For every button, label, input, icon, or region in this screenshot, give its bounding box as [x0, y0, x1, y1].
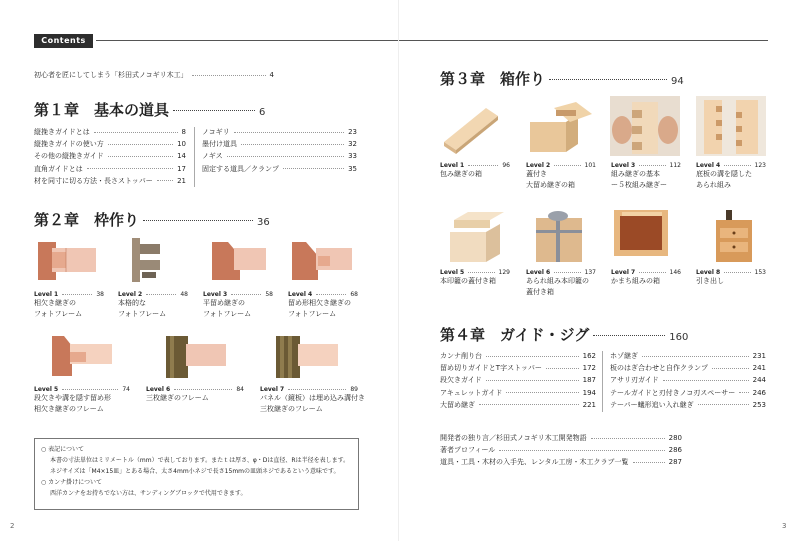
leader-dots [663, 380, 749, 381]
entry-label: ノギス [202, 152, 223, 161]
leader-dots [479, 404, 579, 405]
toc-entry[interactable] [610, 350, 766, 362]
item-caption: 本格的な [118, 299, 146, 307]
level-page: 48 [180, 291, 188, 298]
leader-dots [593, 335, 665, 336]
leader-dots [316, 294, 346, 295]
column-divider [194, 127, 195, 187]
level-label: Level 3 [203, 291, 228, 298]
frame-joint-image-2 [132, 238, 162, 284]
toc-entry[interactable] [202, 138, 357, 150]
entry-label: 段欠きガイド [440, 376, 482, 385]
level-page: 146 [669, 269, 681, 276]
item-caption: 組み継ぎの基本 [611, 170, 660, 178]
entry-label: ノコギリ [202, 128, 230, 136]
leader-dots [546, 368, 579, 369]
entry-label: 固定する道具／クランプ [202, 164, 279, 173]
toc-entry[interactable] [610, 399, 766, 411]
frame-joint-image-6 [164, 334, 228, 380]
level-page: 74 [122, 386, 130, 393]
leader-dots [108, 156, 173, 157]
toc-entry[interactable] [34, 150, 186, 162]
column-divider [602, 351, 603, 412]
item-caption: 三枚継ぎのフレーム [260, 405, 323, 413]
level-page: 129 [498, 269, 510, 276]
entry-label: 材を同寸に切る方法・長さストッパー [34, 176, 153, 185]
leader-dots [87, 168, 173, 169]
item-caption: あられ組み [696, 181, 731, 189]
item-caption: フォトフレーム [118, 310, 167, 318]
leader-dots [724, 272, 750, 273]
chapter1-page: 6 [259, 107, 266, 118]
level-label: Level 8 [696, 269, 721, 276]
chapter3-item-6[interactable] [526, 269, 596, 298]
entry-page: 32 [348, 140, 357, 149]
entry-page: 253 [752, 400, 766, 409]
toc-entry[interactable] [610, 362, 766, 374]
entry-page: 244 [752, 376, 766, 385]
entry-label: 開発者の独り言／杉田式ノコギリ木工開発物語 [440, 434, 587, 442]
toc-entry[interactable] [34, 126, 186, 138]
header-rule [96, 40, 768, 41]
entry-page: 162 [582, 352, 596, 360]
leader-dots [506, 392, 578, 393]
item-caption: 段欠きや溝を隠す留め形 [34, 394, 111, 402]
leader-dots [639, 165, 665, 166]
page-number-right: 3 [782, 522, 787, 530]
box-image-1 [440, 98, 502, 156]
chapter4-heading[interactable] [440, 324, 688, 345]
note-text: 西洋カンナをお持ちでない方は、サンディングブロックで代用できます。 [50, 490, 247, 497]
entry-label: ホゾ継ぎ [610, 352, 638, 360]
entry-page: 231 [752, 352, 766, 360]
level-page: 38 [96, 291, 104, 298]
frame-joint-image-3 [210, 240, 268, 282]
chapter1-title: 第１章 基本の道具 [34, 101, 170, 119]
level-label: Level 7 [260, 386, 285, 393]
toc-entry[interactable] [610, 374, 766, 386]
item-caption: 引き出し [696, 277, 724, 285]
leader-dots [499, 450, 664, 451]
item-caption: あられ組み本印籠の [526, 277, 589, 285]
entry-label: カンナ削り台 [440, 352, 482, 360]
chapter3-item-4[interactable] [696, 162, 766, 191]
level-page: 101 [584, 162, 596, 169]
toc-entry[interactable] [202, 163, 357, 175]
entry-label: その他の縦挽きガイド [34, 152, 104, 161]
level-page: 123 [754, 162, 766, 169]
leader-dots [486, 380, 579, 381]
leader-dots [739, 392, 748, 393]
note-heading: ○ カンナ掛けについて [41, 479, 103, 486]
chapter4-page: 160 [669, 332, 689, 343]
level-page: 89 [350, 386, 358, 393]
level-page: 137 [584, 269, 596, 276]
chapter2-heading[interactable] [34, 209, 270, 230]
entry-page: 35 [348, 164, 357, 173]
entry-label: 縦挽きガイドとは [34, 128, 90, 136]
chapter1-right-list [202, 126, 357, 175]
entry-page: 17 [177, 164, 186, 173]
level-label: Level 2 [118, 291, 143, 298]
entry-label: 直角ガイドとは [34, 164, 83, 173]
entry-page: 246 [752, 388, 766, 397]
chapter3-page: 94 [671, 76, 684, 87]
level-label: Level 4 [288, 291, 313, 298]
box-image-8 [712, 206, 756, 264]
item-caption: パネル（鏡板）は埋め込み溝付き [260, 394, 365, 402]
toc-entry[interactable] [440, 444, 682, 456]
toc-entry[interactable] [440, 362, 596, 374]
item-caption: かまち組みの箱 [611, 277, 660, 285]
level-page: 58 [265, 291, 273, 298]
chapter3-item-2[interactable] [526, 162, 596, 191]
entry-label: 縦挽きガイドの使い方 [34, 140, 104, 149]
chapter3-heading[interactable] [440, 68, 684, 89]
leader-dots [288, 389, 346, 390]
toc-entry[interactable] [440, 432, 682, 444]
leader-dots [698, 404, 749, 405]
leader-dots [157, 180, 173, 181]
chapter4-right-list [610, 350, 766, 411]
entry-page: 221 [582, 400, 596, 409]
leader-dots [108, 144, 173, 145]
chapter4-left-list [440, 350, 596, 411]
leader-dots [468, 165, 498, 166]
leader-dots [234, 132, 344, 133]
chapter3-item-1[interactable] [440, 162, 510, 180]
chapter3-item-8[interactable] [696, 269, 766, 287]
level-label: Level 6 [526, 269, 551, 276]
entry-page: 194 [582, 388, 596, 397]
chapter2-item-5[interactable] [34, 386, 130, 415]
note-text: ネジサイズは「M4×15皿」とある場合、太さ4mm小ネジで長さ15mmの皿頭ネジであるという意味です。 [50, 468, 340, 475]
entry-page: 14 [177, 152, 186, 161]
entry-page: 21 [177, 176, 186, 185]
toc-entry[interactable] [202, 126, 357, 138]
level-label: Level 2 [526, 162, 551, 169]
chapter3-item-7[interactable] [611, 269, 681, 287]
level-label: Level 5 [34, 386, 59, 393]
item-caption: 大留め継ぎの箱 [526, 181, 575, 189]
level-label: Level 3 [611, 162, 636, 169]
leader-dots [591, 438, 665, 439]
chapter2-item-3[interactable] [203, 291, 273, 320]
leader-dots [146, 294, 176, 295]
level-label: Level 1 [34, 291, 59, 298]
frame-joint-image-1 [36, 240, 98, 282]
toc-entry[interactable] [202, 150, 357, 162]
entry-page: 33 [348, 152, 357, 161]
entry-label: 墨付け道具 [202, 140, 237, 149]
contents-badge: Contents [34, 34, 93, 48]
level-page: 68 [350, 291, 358, 298]
toc-entry[interactable] [440, 350, 596, 362]
leader-dots [486, 356, 579, 357]
level-label: Level 6 [146, 386, 171, 393]
level-page: 96 [502, 162, 510, 169]
entry-label: 道具・工具・木材の入手先、レンタル工房・木工クラブ一覧 [440, 458, 629, 467]
chapter3-title: 第３章 箱作り [440, 70, 546, 88]
leader-dots [62, 389, 118, 390]
box-image-5 [446, 208, 506, 264]
leader-dots [241, 144, 344, 145]
intro-label: 初心者を匠にしてしまう「杉田式ノコギリ木工」 [34, 71, 188, 79]
frame-joint-image-5 [50, 334, 114, 378]
leader-dots [712, 368, 749, 369]
item-caption: 三枚継ぎのフレーム [146, 394, 209, 402]
level-label: Level 1 [440, 162, 465, 169]
page-number-left: 2 [10, 522, 15, 530]
chapter2-item-7[interactable] [260, 386, 365, 415]
frame-joint-image-7 [274, 334, 340, 380]
chapter2-page: 36 [257, 217, 270, 228]
toc-entry[interactable] [34, 175, 186, 187]
entry-page: 287 [668, 458, 682, 467]
entry-label: テーパー蟻形追い入れ継ぎ [610, 400, 694, 409]
toc-entry[interactable] [34, 163, 186, 175]
entry-label: 板のはぎ合わせと自作クランプ [610, 364, 708, 373]
chapter2-title: 第２章 枠作り [34, 211, 140, 229]
item-caption: フォトフレーム [34, 310, 83, 318]
entry-label: アサリ刃ガイド [610, 376, 659, 385]
entry-page: 286 [668, 446, 682, 455]
frame-joint-image-4 [290, 240, 354, 282]
leader-dots [554, 165, 580, 166]
leader-dots [173, 110, 255, 111]
leader-dots [554, 272, 580, 273]
entry-label: 留め切りガイドとT字ストッパー [440, 364, 542, 373]
chapter2-item-1[interactable] [34, 291, 104, 320]
entry-label: アキュレットガイド [440, 388, 503, 397]
toc-entry[interactable] [440, 399, 596, 411]
item-caption: 留め形相欠き継ぎの [288, 299, 351, 307]
page-gutter [398, 0, 399, 541]
leader-dots [642, 356, 749, 357]
item-caption: 平留め継ぎの [203, 299, 245, 307]
box-image-3 [610, 96, 680, 156]
leader-dots [62, 294, 92, 295]
leader-dots [174, 389, 232, 390]
entry-label: テールガイドと刃付きノコ刃スペーサー [610, 388, 736, 397]
item-caption: 包み継ぎの箱 [440, 170, 482, 178]
entry-label: 著者プロフィール [440, 446, 496, 455]
leader-dots [549, 79, 667, 80]
leader-dots [633, 462, 665, 463]
item-caption: フォトフレーム [203, 310, 252, 318]
leader-dots [94, 132, 178, 133]
entry-page: 241 [752, 364, 766, 373]
item-caption: 蓋付き [526, 170, 547, 178]
level-label: Level 7 [611, 269, 636, 276]
level-label: Level 4 [696, 162, 721, 169]
leader-dots [192, 75, 266, 76]
box-image-4 [696, 96, 766, 156]
item-caption: 蓋付き箱 [526, 288, 554, 296]
item-caption: 本印籠の蓋付き箱 [440, 277, 496, 285]
leader-dots [283, 168, 344, 169]
chapter4-title: 第４章 ガイド・ジグ [440, 326, 590, 344]
leader-dots [143, 220, 253, 221]
entry-page: 10 [177, 140, 186, 149]
chapter3-item-5[interactable] [440, 269, 510, 287]
toc-entry[interactable] [440, 456, 682, 468]
box-image-6 [532, 208, 588, 264]
chapter2-item-2[interactable] [118, 291, 188, 320]
item-caption: 相欠き継ぎの [34, 299, 76, 307]
leader-dots [724, 165, 750, 166]
leader-dots [468, 272, 494, 273]
leader-dots [227, 156, 344, 157]
toc-entry[interactable] [610, 387, 766, 399]
chapter2-item-6[interactable] [146, 386, 244, 404]
level-page: 112 [669, 162, 681, 169]
item-caption: 相欠き継ぎのフレーム [34, 405, 104, 413]
appendix-list [440, 432, 682, 469]
entry-page: 280 [668, 434, 682, 442]
chapter3-item-3[interactable] [611, 162, 681, 191]
intro-page: 4 [269, 71, 274, 79]
box-image-7 [610, 206, 674, 264]
chapter1-heading[interactable] [34, 99, 265, 120]
leader-dots [639, 272, 665, 273]
item-caption: フォトフレーム [288, 310, 337, 318]
chapter2-item-4[interactable] [288, 291, 358, 320]
leader-dots [231, 294, 261, 295]
note-text: 本書の寸法単位はミリメートル（mm）で表しております。またｔは厚さ、φ・Dは直径、Rは半径を表します。 [50, 457, 350, 464]
entry-page: 8 [181, 128, 186, 136]
level-page: 153 [754, 269, 766, 276]
chapter1-left-list [34, 126, 186, 187]
box-image-2 [526, 100, 594, 154]
entry-page: 187 [582, 376, 596, 385]
entry-page: 172 [582, 364, 596, 373]
entry-label: 大留め継ぎ [440, 400, 475, 409]
toc-entry[interactable] [440, 387, 596, 399]
note-heading: ○ 表記について [41, 446, 85, 453]
intro-entry[interactable] [34, 70, 274, 80]
notes-box [34, 438, 359, 510]
level-page: 84 [236, 386, 244, 393]
level-label: Level 5 [440, 269, 465, 276]
toc-entry[interactable] [440, 374, 596, 386]
entry-page: 23 [348, 128, 357, 136]
item-caption: 底板の溝を隠した [696, 170, 752, 178]
toc-entry[interactable] [34, 138, 186, 150]
item-caption: ー５枚組み継ぎー [611, 181, 667, 189]
